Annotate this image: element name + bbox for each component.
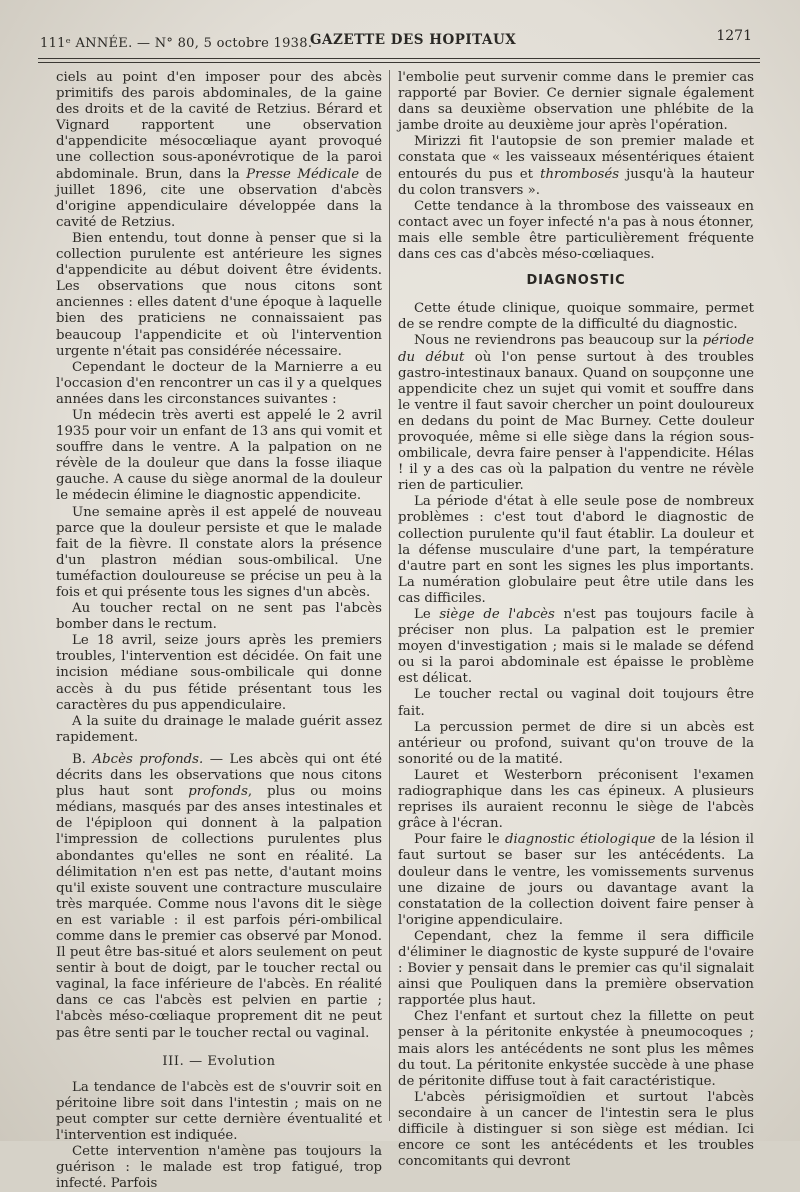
paragraph: Le toucher rectal ou vaginal doit toujours être fait. (398, 687, 754, 719)
header-rule-bottom (38, 62, 760, 63)
paragraph: L'abcès périsigmoïdien et surtout l'abcès secondaire à un cancer de l'intestin sera le plus difficile à distinguer si son siège est médian. Ici encore ce sont les antécédents et les troubles concomitants qui devront (398, 1089, 754, 1170)
issue-info: 111ᵉ ANNÉE. — N° 80, 5 octobre 1938. (40, 36, 313, 51)
paragraph: Cependant, chez la femme il sera difficile d'éliminer le diagnostic de kyste suppuré de l'ovaire : Bovier y pensait dans le premier cas qu'il signalait ainsi que Pouliquen dans la première observation rapportée plus haut. (398, 928, 754, 1009)
section-title: III. — Evolution (162, 1053, 276, 1069)
page-header (40, 28, 760, 56)
paragraph: La période d'état à elle seule pose de nombreux problèmes : c'est tout d'abord le diagnostic de collection purulente qu'il faut établir. La douleur et la défense musculaire d'une part, la température d'autre part en sont les signes les plus importants. La numération globulaire peut être utile dans les cas difficiles. (398, 494, 754, 606)
paragraph: Cependant le docteur de la Marnierre a eu l'occasion d'en rencontrer un cas il y a quelques années dans les circonstances suivantes : (56, 359, 382, 407)
paragraph: Mirizzi fit l'autopsie de son premier malade et constata que « les vaisseaux mésentériques étaient entourés du pus et thrombosés jusqu'à la hauteur du colon transvers ». (398, 134, 754, 198)
paragraph: Une semaine après il est appelé de nouveau parce que la douleur persiste et que le malade fait de la fièvre. Il constate alors la présence d'un plastron médian sous-ombilical. Une tuméfaction douloureuse se précise un peu à la fois et qui présente tous les signes d'un abcès. (56, 504, 382, 600)
paragraph: Le 18 avril, seize jours après les premiers troubles, l'intervention est décidée. On fait une incision médiane sous-ombilicale qui donne accès à du pus fétide présentant tous les caractères du pus appendiculaire. (56, 633, 382, 713)
paragraph: Chez l'enfant et surtout chez la fillette on peut penser à la péritonite enkystée à pneumocoques ; mais alors les antécédents ne sont plus les mêmes du tout. La péritonite enkystée succède à une phase de péritonite diffuse tout à fait caractéristique. (398, 1009, 754, 1089)
paragraph: Cette tendance à la thrombose des vaisseaux en contact avec un foyer infecté n'a pas à nous étonner, mais elle semble être particulièrement fréquente dans ces cas d'abcès méso-cœliaques. (398, 198, 754, 263)
right-column (398, 70, 754, 1170)
page-number: 1271 (716, 28, 752, 44)
left-column (56, 70, 382, 1192)
paragraph: A la suite du drainage le malade guérit assez rapidement. (56, 713, 382, 745)
paragraph: La percussion permet de dire si un abcès est antérieur ou profond, suivant qu'on trouve de la sonorité ou de la matité. (398, 719, 754, 767)
column-divider (389, 70, 390, 1121)
section-title-diagnostic: DIAGNOSTIC (526, 273, 626, 289)
paragraph: l'embolie peut survenir comme dans le premier cas rapporté par Bovier. Ce dernier signale également dans sa deuxième observation une phlébite de la jambe droite au deuxième jour après l'opération. (398, 70, 754, 134)
paragraph-deep-abscess: B. Abcès profonds. — Les abcès qui ont été décrits dans les observations que nous citons plus haut sont profonds, plus ou moins médians, masqués par des anses intestinales et de l'épiploon qui donnent à la palpation l'impression de collections purulentes plus abondantes qu'elles ne sont en réalité. La délimitation n'en est pas nette, d'autant moins qu'il existe souvent une contracture musculaire très marquée. Comme nous l'avons dit le siège en est variable : il est parfois péri-ombilical comme dans le premier cas observé par Monod. Il peut être bas-situé et alors seulement on peut sentir à bout de doigt, par le toucher rectal ou vaginal, la face inférieure de l'abcès. En réalité dans ce cas l'abcès est pelvien en partie ; l'abcès méso-cœliaque proprement dit ne peut pas être senti par le toucher rectal ou vaginal. (56, 751, 382, 1041)
paragraph: La tendance de l'abcès est de s'ouvrir soit en péritoine libre soit dans l'intestin ; mais on ne peut compter sur cette dernière éventualité et l'intervention est indiquée. (56, 1079, 382, 1143)
paragraph: Bien entendu, tout donne à penser que si la collection purulente est antérieure les signes d'appendicite au début doivent être évidents. Les observations que nous citons sont anciennes : elles datent d'une époque à laquelle bien des praticiens ne connaissaient pas beaucoup l'appendicite et où l'intervention urgente n'était pas considérée nécessaire. (56, 230, 382, 359)
journal-title: GAZETTE DES HOPITAUX (310, 32, 517, 48)
paragraph: Pour faire le diagnostic étiologique de la lésion il faut surtout se baser sur les antécédents. La douleur dans le ventre, les vomissements survenus une dizaine de jours ou davantage avant la constatation de la collection doivent faire penser à l'origine appendiculaire. (398, 832, 754, 928)
paragraph: Un médecin très averti est appelé le 2 avril 1935 pour voir un enfant de 13 ans qui vomit et souffre dans le ventre. A la palpation on ne révèle de la douleur que dans la fosse iliaque gauche. A cause du siège anormal de la douleur le médecin élimine le diagnostic appendicite. (56, 407, 382, 504)
paragraph: Cette étude clinique, quoique sommaire, permet de se rendre compte de la difficulté du diagnostic. (398, 301, 754, 333)
paragraph: Lauret et Westerborn préconisent l'examen radiographique dans les cas épineux. A plusieurs reprises ils auraient reconnu le siège de l'abcès grâce à l'écran. (398, 767, 754, 832)
paragraph: Cette intervention n'amène pas toujours la guérison : le malade est trop fatigué, trop infecté. Parfois (56, 1144, 382, 1192)
header-rule-top (38, 58, 760, 59)
paragraph: Le siège de l'abcès n'est pas toujours facile à préciser non plus. La palpation est le premier moyen d'investigation ; mais si le malade se défend ou si la paroi abdominale est épaisse le problème est délicat. (398, 607, 754, 687)
paragraph: ciels au point d'en imposer pour des abcès primitifs des parois abdominales, de la gaine des droits et de la cavité de Retzius. Bérard et Vignard rapportent une observation d'appendicite mésocœliaque ayant provoqué une collection sous-aponévrotique de la paroi abdominale. Brun, dans la Presse Médicale de juillet 1896, cite une observation d'abcès d'origine appendiculaire développée dans la cavité de Retzius. (56, 70, 382, 230)
paragraph: Au toucher rectal on ne sent pas l'abcès bomber dans le rectum. (56, 601, 382, 633)
paragraph: Nous ne reviendrons pas beaucoup sur la période du début où l'on pense surtout à des troubles gastro-intestinaux banaux. Quand on soupçonne une appendicite chez un sujet qui vomit et souffre dans le ventre il faut savoir chercher un point douloureux en dedans du point de Mac Burney. Cette douleur provoquée, même si elle siège dans la région sous-ombilicale, devra faire penser à l'appendicite. Hélas ! il y a des cas où la palpation du ventre ne révèle rien de particulier. (398, 333, 754, 494)
